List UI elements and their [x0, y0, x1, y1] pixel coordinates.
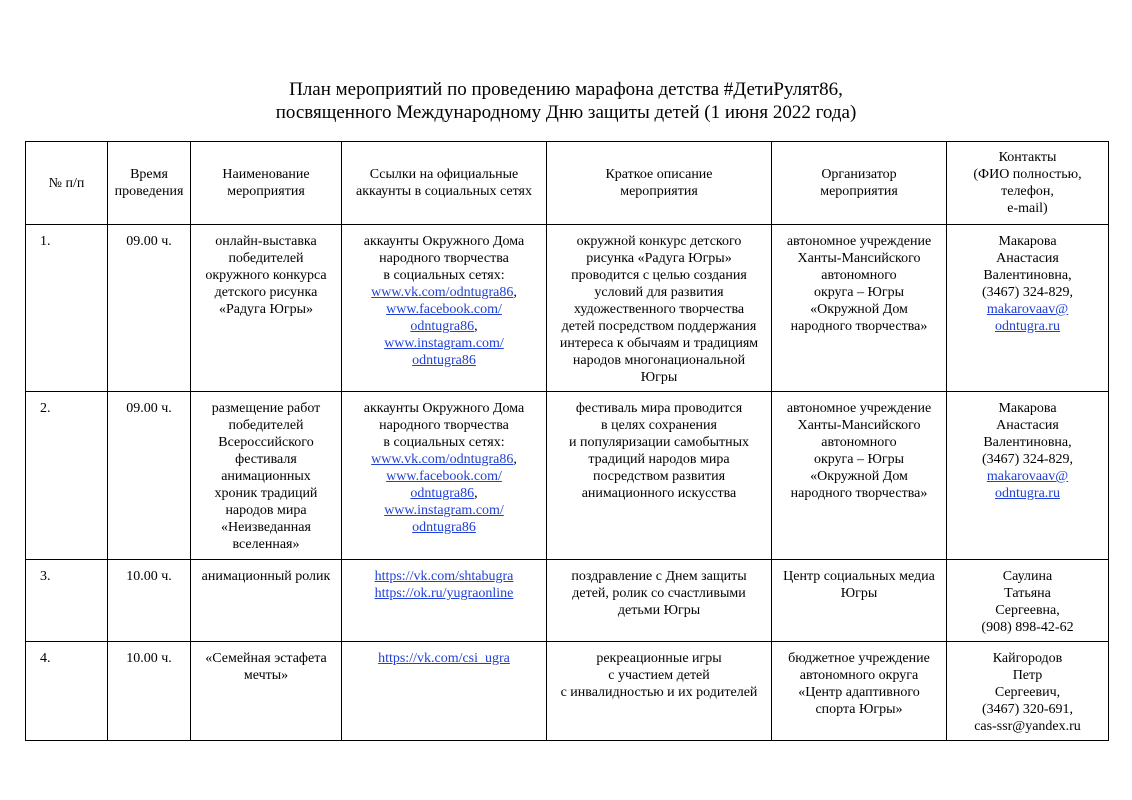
cell-text-line: победителей: [228, 418, 304, 433]
title-line-2: посвященного Международному Дню защиты детей (1 июня 2022 года): [275, 102, 857, 123]
link-line: [951, 485, 1104, 502]
link-line: [951, 318, 1104, 335]
event-name: [191, 642, 342, 741]
cell-text-line: аккаунты Окружного Дома: [363, 234, 525, 249]
event-description: [547, 560, 772, 642]
header-text-line: Контакты: [998, 150, 1057, 165]
cell-text-line: (908) 898-42-62: [981, 620, 1074, 635]
cell-text-line: Всероссийского: [218, 435, 314, 450]
document-title: [0, 78, 1132, 124]
cell-text-line: Ханты-Мансийского: [797, 418, 921, 433]
link-line: [346, 468, 542, 485]
social-links-cell: [342, 225, 547, 392]
header-text-line: проведения: [114, 184, 184, 199]
header-time: [108, 142, 191, 225]
cell-text-line: хроник традиций: [214, 486, 318, 501]
social-links-cell: [342, 560, 547, 642]
cell-text-line: автономное учреждение: [786, 234, 932, 249]
header-text-line: телефон,: [1001, 184, 1054, 199]
cell-text-line: округа – Югры: [813, 285, 905, 300]
link-line: [346, 485, 542, 502]
event-name: [191, 392, 342, 560]
events-plan-table: [25, 141, 1109, 741]
cell-text-line: с участием детей: [608, 668, 710, 683]
table-row: [26, 642, 1109, 741]
table-header-row: [26, 142, 1109, 225]
link-line: [346, 585, 542, 602]
cell-text-line: «Центр адаптивного: [798, 685, 920, 700]
event-organizer: [772, 392, 947, 560]
row-number: 3.: [26, 560, 108, 642]
cell-text-line: в социальных сетях:: [383, 268, 505, 283]
cell-text-line: вселенная»: [232, 537, 300, 552]
link-line: [346, 318, 542, 335]
cell-text-line: посредством развития: [592, 469, 726, 484]
link-line: [346, 352, 542, 369]
cell-text-line: автономное учреждение: [786, 401, 932, 416]
event-description: [547, 642, 772, 741]
social-link[interactable]: odntugra86: [412, 520, 476, 535]
social-link[interactable]: www.vk.com/odntugra86: [371, 452, 514, 467]
link-line: [346, 650, 542, 667]
cell-text-line: Югры: [840, 586, 878, 601]
contacts-cell: [947, 392, 1109, 560]
social-links-cell: [342, 392, 547, 560]
cell-text-line: Анастасия: [996, 418, 1059, 433]
cell-text-line: интереса к обычаям и традициям: [559, 336, 759, 351]
social-link[interactable]: www.facebook.com/: [386, 302, 502, 317]
cell-text-line: размещение работ: [211, 401, 321, 416]
event-time: 09.00 ч.: [108, 392, 191, 560]
cell-text-line: бюджетное учреждение: [788, 651, 930, 666]
link-suffix: ,: [474, 486, 478, 501]
cell-text-line: «Радуга Югры»: [218, 302, 314, 317]
event-time: 10.00 ч.: [108, 560, 191, 642]
link-suffix: ,: [513, 452, 517, 467]
event-name: [191, 560, 342, 642]
cell-text-line: Кайгородов: [992, 651, 1063, 666]
link-line: [346, 284, 542, 301]
row-number: 1.: [26, 225, 108, 392]
row-number: 4.: [26, 642, 108, 741]
cell-text-line: Петр: [1012, 668, 1043, 683]
header-text-line: мероприятия: [620, 184, 698, 199]
cell-text-line: анимационный ролик: [201, 569, 331, 584]
row-number: 2.: [26, 392, 108, 560]
cell-text-line: народов мира: [225, 503, 307, 518]
header-contacts: [947, 142, 1109, 225]
cell-text-line: народного творчества»: [790, 319, 928, 334]
cell-text-line: автономного: [821, 268, 897, 283]
cell-text-line: (3467) 324-829,: [982, 285, 1073, 300]
cell-text-line: детей, ролик со счастливыми: [572, 586, 746, 601]
header-text-line: e-mail): [1007, 201, 1048, 216]
event-time: 10.00 ч.: [108, 642, 191, 741]
cell-text-line: окружной конкурс детского: [576, 234, 742, 249]
header-text-line: (ФИО полностью,: [973, 167, 1082, 182]
cell-text-line: рисунка «Радуга Югры»: [586, 251, 732, 266]
link-suffix: ,: [513, 285, 517, 300]
cell-text-line: «Семейная эстафета: [205, 651, 327, 666]
cell-text-line: Анастасия: [996, 251, 1059, 266]
cell-text-line: в целях сохранения: [601, 418, 717, 433]
header-number: [26, 142, 108, 225]
cell-text-line: детьми Югры: [617, 603, 701, 618]
social-link[interactable]: www.instagram.com/: [384, 336, 504, 351]
event-organizer: [772, 560, 947, 642]
header-description: [547, 142, 772, 225]
cell-text-line: Саулина: [1002, 569, 1053, 584]
cell-text-line: мечты»: [243, 668, 289, 683]
cell-text-line: фестиваля: [235, 452, 297, 467]
cell-text-line: поздравление с Днем защиты: [571, 569, 747, 584]
cell-text-line: округа – Югры: [813, 452, 905, 467]
event-name: [191, 225, 342, 392]
header-text-line: № п/п: [48, 175, 85, 191]
cell-text-line: традиций народов мира: [588, 452, 730, 467]
header-social-links: [342, 142, 547, 225]
cell-text-line: «Неизведанная: [221, 520, 311, 535]
social-link[interactable]: www.vk.com/odntugra86: [371, 285, 514, 300]
social-link[interactable]: https://vk.com/csi_ugra: [378, 651, 510, 666]
header-organizer: [772, 142, 947, 225]
header-text-line: мероприятия: [227, 184, 305, 199]
table-row: [26, 225, 1109, 392]
social-link[interactable]: makarovaav@: [986, 302, 1069, 317]
cell-text-line: Макарова: [998, 234, 1057, 249]
header-text-line: Организатор: [821, 167, 897, 182]
header-text-line: аккаунты в социальных сетях: [355, 184, 532, 199]
header-text-line: Краткое описание: [605, 167, 713, 182]
header-text-line: Время: [130, 167, 168, 182]
cell-text-line: и популяризации самобытных: [568, 435, 749, 450]
cell-text-line: автономного округа: [799, 668, 919, 683]
cell-text-line: Валентиновна,: [983, 435, 1072, 450]
event-time: 09.00 ч.: [108, 225, 191, 392]
link-line: [346, 451, 542, 468]
social-link[interactable]: www.facebook.com/: [386, 469, 502, 484]
link-line: [951, 468, 1104, 485]
event-organizer: [772, 642, 947, 741]
cell-text-line: рекреационные игры: [596, 651, 722, 666]
event-description: [547, 225, 772, 392]
cell-text-line: народов многонациональной: [572, 353, 746, 368]
cell-text-line: Макарова: [998, 401, 1057, 416]
event-description: [547, 392, 772, 560]
social-links-cell: [342, 642, 547, 741]
link-line: [346, 568, 542, 585]
link-line: [346, 335, 542, 352]
contacts-cell: [947, 642, 1109, 741]
link-suffix: ,: [474, 319, 478, 334]
cell-text-line: детей посредством поддержания: [561, 319, 757, 334]
cell-text-line: (3467) 324-829,: [982, 452, 1073, 467]
cell-text-line: народного творчества: [379, 418, 509, 433]
link-line: [951, 301, 1104, 318]
cell-text-line: победителей: [228, 251, 304, 266]
social-link[interactable]: www.instagram.com/: [384, 503, 504, 518]
header-event-name: [191, 142, 342, 225]
cell-text-line: народного творчества: [379, 251, 509, 266]
cell-text-line: анимационных: [221, 469, 311, 484]
cell-text-line: Ханты-Мансийского: [797, 251, 921, 266]
cell-text-line: Татьяна: [1004, 586, 1051, 601]
social-link[interactable]: odntugra86: [410, 486, 475, 501]
cell-text-line: онлайн-выставка: [215, 234, 317, 249]
header-text-line: Ссылки на официальные: [369, 167, 519, 182]
cell-text-line: (3467) 320-691,: [982, 702, 1073, 717]
event-organizer: [772, 225, 947, 392]
cell-text-line: «Окружной Дом: [810, 302, 908, 317]
cell-text-line: с инвалидностью и их родителей: [560, 685, 758, 700]
cell-text-line: аккаунты Окружного Дома: [363, 401, 525, 416]
cell-text-line: народного творчества»: [790, 486, 928, 501]
cell-text-line: cas-ssr@yandex.ru: [974, 719, 1081, 734]
social-link[interactable]: https://vk.com/shtabugra: [374, 569, 514, 584]
cell-text-line: Валентиновна,: [983, 268, 1072, 283]
cell-text-line: Югры: [640, 370, 678, 385]
link-line: [346, 519, 542, 536]
social-link[interactable]: odntugra86: [410, 319, 475, 334]
contacts-cell: [947, 225, 1109, 392]
link-line: [346, 301, 542, 318]
social-link[interactable]: https://ok.ru/yugraonline: [374, 586, 514, 601]
cell-text-line: проводится с целью создания: [571, 268, 747, 283]
title-line-1: План мероприятий по проведению марафона детства #ДетиРулят86,: [289, 79, 843, 100]
social-link[interactable]: odntugra.ru: [995, 319, 1060, 334]
cell-text-line: спорта Югры»: [815, 702, 903, 717]
header-text-line: Наименование: [222, 167, 310, 182]
social-link[interactable]: makarovaav@: [986, 469, 1069, 484]
cell-text-line: детского рисунка: [214, 285, 318, 300]
cell-text-line: художественного творчества: [573, 302, 745, 317]
cell-text-line: Центр социальных медиа: [783, 569, 935, 584]
social-link[interactable]: odntugra86: [412, 353, 476, 368]
contacts-cell: [947, 560, 1109, 642]
cell-text-line: «Окружной Дом: [810, 469, 908, 484]
cell-text-line: анимационного искусства: [581, 486, 737, 501]
table-row: [26, 392, 1109, 560]
social-link[interactable]: odntugra.ru: [995, 486, 1060, 501]
cell-text-line: Сергеевна,: [995, 603, 1060, 618]
cell-text-line: окружного конкурса: [205, 268, 327, 283]
table-row: [26, 560, 1109, 642]
header-text-line: мероприятия: [820, 184, 898, 199]
cell-text-line: в социальных сетях:: [383, 435, 505, 450]
cell-text-line: Сергеевич,: [994, 685, 1061, 700]
link-line: [346, 502, 542, 519]
cell-text-line: условий для развития: [594, 285, 724, 300]
cell-text-line: автономного: [821, 435, 897, 450]
cell-text-line: фестиваль мира проводится: [575, 401, 743, 416]
